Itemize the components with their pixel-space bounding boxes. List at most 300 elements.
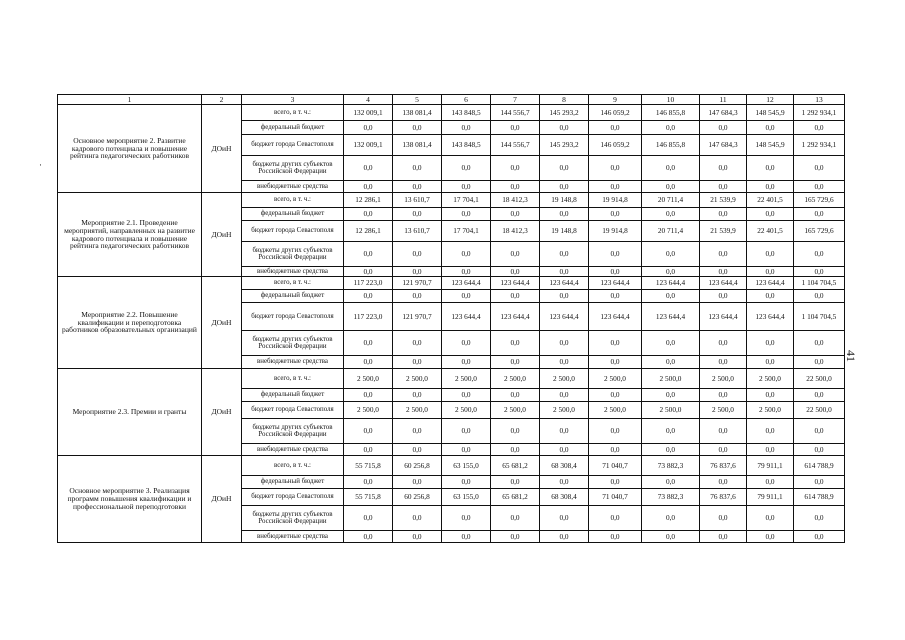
amount-cell: 55 715,8 — [344, 489, 393, 506]
amount-cell: 123 644,4 — [589, 303, 642, 331]
amount-cell: 0,0 — [442, 121, 491, 135]
amount-cell: 0,0 — [344, 290, 393, 303]
amount-cell: 0,0 — [747, 181, 794, 193]
amount-cell: 0,0 — [393, 156, 442, 181]
table-row — [58, 277, 845, 290]
amount-cell: 0,0 — [700, 419, 747, 444]
funding-source-cell: бюджет города Севастополя — [242, 221, 344, 242]
amount-cell: 0,0 — [794, 419, 845, 444]
amount-cell: 0,0 — [589, 356, 642, 369]
activity-name-cell: Мероприятие 2.1. Проведение мероприятий, направленных на развитие кадрового потенциала и повышение рейтинга педагогических работников — [58, 193, 202, 277]
amount-cell: 0,0 — [589, 267, 642, 277]
amount-cell: 21 539,9 — [700, 193, 747, 208]
funding-source-cell: всего, в т. ч.: — [242, 277, 344, 290]
amount-cell: 63 155,0 — [442, 489, 491, 506]
amount-cell: 2 500,0 — [700, 402, 747, 419]
amount-cell: 0,0 — [540, 290, 589, 303]
amount-cell: 148 545,9 — [747, 105, 794, 121]
amount-cell: 123 644,4 — [589, 277, 642, 290]
stray-dot-mark: · — [39, 160, 42, 170]
amount-cell: 0,0 — [344, 267, 393, 277]
amount-cell: 0,0 — [540, 242, 589, 267]
amount-cell: 146 855,8 — [642, 135, 700, 156]
amount-cell: 0,0 — [540, 208, 589, 221]
amount-cell: 0,0 — [589, 331, 642, 356]
amount-cell: 73 882,3 — [642, 456, 700, 476]
amount-cell: 0,0 — [491, 208, 540, 221]
funding-source-cell: бюджет города Севастополя — [242, 489, 344, 506]
table-row — [58, 105, 845, 121]
executor-cell: ДОиН — [202, 193, 242, 277]
amount-cell: 0,0 — [344, 419, 393, 444]
amount-cell: 0,0 — [747, 242, 794, 267]
amount-cell: 0,0 — [393, 242, 442, 267]
amount-cell: 0,0 — [442, 531, 491, 543]
amount-cell: 121 970,7 — [393, 303, 442, 331]
funding-source-cell: бюджеты других субъектов Российской Федерации — [242, 419, 344, 444]
amount-cell: 17 704,1 — [442, 193, 491, 208]
amount-cell: 0,0 — [344, 476, 393, 489]
amount-cell: 60 256,8 — [393, 489, 442, 506]
amount-cell: 0,0 — [642, 331, 700, 356]
amount-cell: 0,0 — [491, 156, 540, 181]
amount-cell: 0,0 — [344, 444, 393, 456]
amount-cell: 0,0 — [642, 419, 700, 444]
amount-cell: 0,0 — [589, 242, 642, 267]
funding-source-cell: всего, в т. ч.: — [242, 369, 344, 389]
amount-cell: 0,0 — [747, 267, 794, 277]
funding-source-cell: федеральный бюджет — [242, 476, 344, 489]
amount-cell: 2 500,0 — [491, 369, 540, 389]
amount-cell: 0,0 — [344, 531, 393, 543]
amount-cell: 0,0 — [794, 331, 845, 356]
amount-cell: 0,0 — [589, 208, 642, 221]
amount-cell: 148 545,9 — [747, 135, 794, 156]
amount-cell: 0,0 — [747, 419, 794, 444]
amount-cell: 0,0 — [747, 531, 794, 543]
amount-cell: 123 644,4 — [491, 277, 540, 290]
amount-cell: 0,0 — [393, 476, 442, 489]
funding-source-cell: внебюджетные средства — [242, 531, 344, 543]
amount-cell: 2 500,0 — [442, 369, 491, 389]
amount-cell: 18 412,3 — [491, 221, 540, 242]
amount-cell: 123 644,4 — [747, 277, 794, 290]
amount-cell: 0,0 — [393, 419, 442, 444]
amount-cell: 0,0 — [747, 389, 794, 402]
amount-cell: 143 848,5 — [442, 105, 491, 121]
amount-cell: 138 081,4 — [393, 105, 442, 121]
amount-cell: 0,0 — [393, 208, 442, 221]
amount-cell: 22 500,0 — [794, 402, 845, 419]
amount-cell: 2 500,0 — [589, 369, 642, 389]
amount-cell: 0,0 — [794, 242, 845, 267]
amount-cell: 138 081,4 — [393, 135, 442, 156]
amount-cell: 20 711,4 — [642, 193, 700, 208]
amount-cell: 79 911,1 — [747, 456, 794, 476]
amount-cell: 2 500,0 — [344, 369, 393, 389]
amount-cell: 0,0 — [642, 208, 700, 221]
amount-cell: 76 837,6 — [700, 489, 747, 506]
amount-cell: 55 715,8 — [344, 456, 393, 476]
amount-cell: 0,0 — [540, 419, 589, 444]
amount-cell: 0,0 — [700, 267, 747, 277]
amount-cell: 65 681,2 — [491, 489, 540, 506]
column-number-cell: 2 — [202, 95, 242, 105]
amount-cell: 0,0 — [794, 156, 845, 181]
amount-cell: 0,0 — [344, 356, 393, 369]
amount-cell: 0,0 — [491, 389, 540, 402]
amount-cell: 0,0 — [491, 267, 540, 277]
column-number-cell: 4 — [344, 95, 393, 105]
amount-cell: 2 500,0 — [393, 369, 442, 389]
amount-cell: 12 286,1 — [344, 221, 393, 242]
amount-cell: 0,0 — [344, 242, 393, 267]
amount-cell: 0,0 — [589, 531, 642, 543]
amount-cell: 0,0 — [491, 476, 540, 489]
amount-cell: 123 644,4 — [747, 303, 794, 331]
amount-cell: 147 684,3 — [700, 105, 747, 121]
amount-cell: 0,0 — [747, 444, 794, 456]
amount-cell: 0,0 — [442, 356, 491, 369]
amount-cell: 614 788,9 — [794, 456, 845, 476]
amount-cell: 2 500,0 — [700, 369, 747, 389]
amount-cell: 0,0 — [540, 356, 589, 369]
funding-source-cell: бюджет города Севастополя — [242, 135, 344, 156]
amount-cell: 0,0 — [747, 476, 794, 489]
amount-cell: 0,0 — [442, 389, 491, 402]
amount-cell: 123 644,4 — [700, 303, 747, 331]
amount-cell: 0,0 — [393, 290, 442, 303]
amount-cell: 0,0 — [393, 531, 442, 543]
amount-cell: 0,0 — [747, 331, 794, 356]
amount-cell: 0,0 — [344, 506, 393, 531]
funding-source-cell: внебюджетные средства — [242, 181, 344, 193]
amount-cell: 0,0 — [442, 506, 491, 531]
amount-cell: 0,0 — [393, 444, 442, 456]
amount-cell: 123 644,4 — [442, 277, 491, 290]
amount-cell: 19 148,8 — [540, 193, 589, 208]
amount-cell: 146 855,8 — [642, 105, 700, 121]
amount-cell: 0,0 — [700, 156, 747, 181]
amount-cell: 0,0 — [442, 156, 491, 181]
amount-cell: 73 882,3 — [642, 489, 700, 506]
amount-cell: 0,0 — [442, 419, 491, 444]
amount-cell: 117 223,0 — [344, 303, 393, 331]
amount-cell: 0,0 — [540, 121, 589, 135]
amount-cell: 0,0 — [589, 444, 642, 456]
column-number-cell: 7 — [491, 95, 540, 105]
amount-cell: 0,0 — [700, 531, 747, 543]
amount-cell: 2 500,0 — [540, 402, 589, 419]
amount-cell: 0,0 — [589, 156, 642, 181]
amount-cell: 2 500,0 — [642, 402, 700, 419]
funding-source-cell: всего, в т. ч.: — [242, 456, 344, 476]
activity-name-cell: Мероприятие 2.3. Премии и гранты — [58, 369, 202, 456]
amount-cell: 12 286,1 — [344, 193, 393, 208]
amount-cell: 0,0 — [700, 208, 747, 221]
amount-cell: 2 500,0 — [491, 402, 540, 419]
column-number-cell: 11 — [700, 95, 747, 105]
amount-cell: 0,0 — [794, 356, 845, 369]
amount-cell: 13 610,7 — [393, 193, 442, 208]
amount-cell: 0,0 — [442, 208, 491, 221]
amount-cell: 0,0 — [589, 389, 642, 402]
funding-source-cell: всего, в т. ч.: — [242, 193, 344, 208]
amount-cell: 0,0 — [393, 181, 442, 193]
funding-source-cell: внебюджетные средства — [242, 267, 344, 277]
amount-cell: 0,0 — [642, 444, 700, 456]
amount-cell: 0,0 — [700, 331, 747, 356]
amount-cell: 18 412,3 — [491, 193, 540, 208]
amount-cell: 0,0 — [747, 506, 794, 531]
amount-cell: 123 644,4 — [540, 303, 589, 331]
amount-cell: 76 837,6 — [700, 456, 747, 476]
amount-cell: 132 009,1 — [344, 105, 393, 121]
amount-cell: 0,0 — [642, 156, 700, 181]
funding-source-cell: внебюджетные средства — [242, 356, 344, 369]
amount-cell: 0,0 — [540, 267, 589, 277]
activity-name-cell: Основное мероприятие 3. Реализация программ повышения квалификации и профессиональной переподготовки — [58, 456, 202, 543]
amount-cell: 0,0 — [589, 419, 642, 444]
amount-cell: 123 644,4 — [442, 303, 491, 331]
column-number-cell: 3 — [242, 95, 344, 105]
amount-cell: 0,0 — [442, 242, 491, 267]
amount-cell: 19 914,8 — [589, 221, 642, 242]
amount-cell: 0,0 — [491, 444, 540, 456]
amount-cell: 0,0 — [642, 356, 700, 369]
amount-cell: 0,0 — [589, 476, 642, 489]
amount-cell: 123 644,4 — [700, 277, 747, 290]
activity-name-cell: Мероприятие 2.2. Повышение квалификации и переподготовка работников образовательных организаций — [58, 277, 202, 369]
amount-cell: 0,0 — [540, 444, 589, 456]
amount-cell: 0,0 — [540, 389, 589, 402]
amount-cell: 1 104 704,5 — [794, 303, 845, 331]
amount-cell: 79 911,1 — [747, 489, 794, 506]
funding-source-cell: бюджеты других субъектов Российской Федерации — [242, 242, 344, 267]
amount-cell: 20 711,4 — [642, 221, 700, 242]
amount-cell: 165 729,6 — [794, 221, 845, 242]
amount-cell: 65 681,2 — [491, 456, 540, 476]
amount-cell: 60 256,8 — [393, 456, 442, 476]
column-number-cell: 9 — [589, 95, 642, 105]
funding-source-cell: федеральный бюджет — [242, 389, 344, 402]
amount-cell: 2 500,0 — [747, 402, 794, 419]
amount-cell: 146 059,2 — [589, 135, 642, 156]
funding-source-cell: внебюджетные средства — [242, 444, 344, 456]
funding-source-cell: бюджеты других субъектов Российской Федерации — [242, 506, 344, 531]
amount-cell: 0,0 — [540, 531, 589, 543]
amount-cell: 0,0 — [700, 121, 747, 135]
column-number-cell: 10 — [642, 95, 700, 105]
amount-cell: 0,0 — [794, 531, 845, 543]
amount-cell: 0,0 — [700, 444, 747, 456]
amount-cell: 0,0 — [442, 267, 491, 277]
amount-cell: 0,0 — [344, 331, 393, 356]
amount-cell: 0,0 — [540, 476, 589, 489]
amount-cell: 21 539,9 — [700, 221, 747, 242]
funding-source-cell: федеральный бюджет — [242, 290, 344, 303]
column-number-cell: 6 — [442, 95, 491, 105]
amount-cell: 2 500,0 — [393, 402, 442, 419]
funding-source-cell: бюджет города Севастополя — [242, 402, 344, 419]
amount-cell: 147 684,3 — [700, 135, 747, 156]
amount-cell: 0,0 — [344, 181, 393, 193]
executor-cell: ДОиН — [202, 105, 242, 193]
amount-cell: 0,0 — [747, 356, 794, 369]
amount-cell: 19 148,8 — [540, 221, 589, 242]
amount-cell: 0,0 — [747, 121, 794, 135]
amount-cell: 132 009,1 — [344, 135, 393, 156]
amount-cell: 0,0 — [747, 290, 794, 303]
amount-cell: 0,0 — [491, 419, 540, 444]
amount-cell: 0,0 — [393, 121, 442, 135]
amount-cell: 0,0 — [642, 121, 700, 135]
column-number-cell: 1 — [58, 95, 202, 105]
table-header — [58, 95, 845, 105]
amount-cell: 123 644,4 — [642, 277, 700, 290]
amount-cell: 0,0 — [794, 389, 845, 402]
amount-cell: 144 556,7 — [491, 105, 540, 121]
amount-cell: 0,0 — [540, 331, 589, 356]
amount-cell: 63 155,0 — [442, 456, 491, 476]
amount-cell: 0,0 — [589, 181, 642, 193]
amount-cell: 0,0 — [442, 444, 491, 456]
amount-cell: 68 308,4 — [540, 456, 589, 476]
page-number: 41 — [844, 350, 858, 362]
amount-cell: 1 104 704,5 — [794, 277, 845, 290]
amount-cell: 0,0 — [393, 389, 442, 402]
amount-cell: 0,0 — [589, 290, 642, 303]
table-body — [58, 105, 845, 543]
amount-cell: 0,0 — [642, 290, 700, 303]
amount-cell: 22 500,0 — [794, 369, 845, 389]
amount-cell: 2 500,0 — [344, 402, 393, 419]
amount-cell: 0,0 — [540, 506, 589, 531]
amount-cell: 0,0 — [794, 476, 845, 489]
amount-cell: 0,0 — [700, 181, 747, 193]
amount-cell: 0,0 — [491, 531, 540, 543]
amount-cell: 123 644,4 — [642, 303, 700, 331]
amount-cell: 0,0 — [540, 181, 589, 193]
amount-cell: 0,0 — [344, 121, 393, 135]
executor-cell: ДОиН — [202, 456, 242, 543]
amount-cell: 0,0 — [491, 121, 540, 135]
amount-cell: 0,0 — [491, 181, 540, 193]
amount-cell: 0,0 — [747, 156, 794, 181]
column-number-cell: 12 — [747, 95, 794, 105]
amount-cell: 146 059,2 — [589, 105, 642, 121]
amount-cell: 2 500,0 — [589, 402, 642, 419]
column-number-cell: 8 — [540, 95, 589, 105]
executor-cell: ДОиН — [202, 369, 242, 456]
amount-cell: 0,0 — [393, 506, 442, 531]
amount-cell: 145 293,2 — [540, 105, 589, 121]
funding-source-cell: федеральный бюджет — [242, 121, 344, 135]
amount-cell: 0,0 — [700, 476, 747, 489]
amount-cell: 0,0 — [642, 267, 700, 277]
table-row — [58, 193, 845, 208]
amount-cell: 0,0 — [747, 208, 794, 221]
amount-cell: 0,0 — [344, 208, 393, 221]
amount-cell: 0,0 — [589, 506, 642, 531]
amount-cell: 17 704,1 — [442, 221, 491, 242]
amount-cell: 0,0 — [794, 506, 845, 531]
amount-cell: 0,0 — [344, 389, 393, 402]
amount-cell: 2 500,0 — [540, 369, 589, 389]
amount-cell: 2 500,0 — [747, 369, 794, 389]
column-number-cell: 13 — [794, 95, 845, 105]
amount-cell: 0,0 — [344, 156, 393, 181]
amount-cell: 144 556,7 — [491, 135, 540, 156]
funding-source-cell: бюджет города Севастополя — [242, 303, 344, 331]
amount-cell: 0,0 — [442, 331, 491, 356]
funding-source-cell: федеральный бюджет — [242, 208, 344, 221]
amount-cell: 2 500,0 — [642, 369, 700, 389]
amount-cell: 71 040,7 — [589, 456, 642, 476]
amount-cell: 121 970,7 — [393, 277, 442, 290]
amount-cell: 0,0 — [491, 331, 540, 356]
amount-cell: 0,0 — [442, 476, 491, 489]
amount-cell: 2 500,0 — [442, 402, 491, 419]
amount-cell: 1 292 934,1 — [794, 135, 845, 156]
amount-cell: 123 644,4 — [540, 277, 589, 290]
amount-cell: 0,0 — [700, 356, 747, 369]
amount-cell: 0,0 — [794, 208, 845, 221]
amount-cell: 0,0 — [794, 290, 845, 303]
amount-cell: 0,0 — [642, 506, 700, 531]
funding-source-cell: бюджеты других субъектов Российской Федерации — [242, 331, 344, 356]
amount-cell: 19 914,8 — [589, 193, 642, 208]
amount-cell: 0,0 — [642, 476, 700, 489]
amount-cell: 0,0 — [442, 290, 491, 303]
table-row — [58, 369, 845, 389]
amount-cell: 0,0 — [540, 156, 589, 181]
column-number-cell: 5 — [393, 95, 442, 105]
amount-cell: 0,0 — [393, 356, 442, 369]
amount-cell: 0,0 — [491, 356, 540, 369]
amount-cell: 0,0 — [700, 506, 747, 531]
amount-cell: 123 644,4 — [491, 303, 540, 331]
amount-cell: 0,0 — [491, 290, 540, 303]
amount-cell: 0,0 — [642, 531, 700, 543]
table-row — [58, 456, 845, 476]
amount-cell: 117 223,0 — [344, 277, 393, 290]
executor-cell: ДОиН — [202, 277, 242, 369]
amount-cell: 0,0 — [491, 242, 540, 267]
amount-cell: 0,0 — [642, 389, 700, 402]
amount-cell: 614 788,9 — [794, 489, 845, 506]
amount-cell: 0,0 — [700, 290, 747, 303]
amount-cell: 0,0 — [589, 121, 642, 135]
funding-source-cell: всего, в т. ч.: — [242, 105, 344, 121]
amount-cell: 0,0 — [642, 181, 700, 193]
amount-cell: 0,0 — [794, 181, 845, 193]
funding-table — [57, 94, 845, 543]
amount-cell: 0,0 — [393, 331, 442, 356]
amount-cell: 145 293,2 — [540, 135, 589, 156]
amount-cell: 0,0 — [794, 267, 845, 277]
amount-cell: 0,0 — [700, 389, 747, 402]
amount-cell: 143 848,5 — [442, 135, 491, 156]
amount-cell: 0,0 — [393, 267, 442, 277]
amount-cell: 0,0 — [442, 181, 491, 193]
amount-cell: 0,0 — [700, 242, 747, 267]
amount-cell: 0,0 — [794, 121, 845, 135]
amount-cell: 165 729,6 — [794, 193, 845, 208]
amount-cell: 0,0 — [491, 506, 540, 531]
activity-name-cell: Основное мероприятие 2. Развитие кадрового потенциала и повышение рейтинга педагогических работников — [58, 105, 202, 193]
amount-cell: 22 401,5 — [747, 193, 794, 208]
